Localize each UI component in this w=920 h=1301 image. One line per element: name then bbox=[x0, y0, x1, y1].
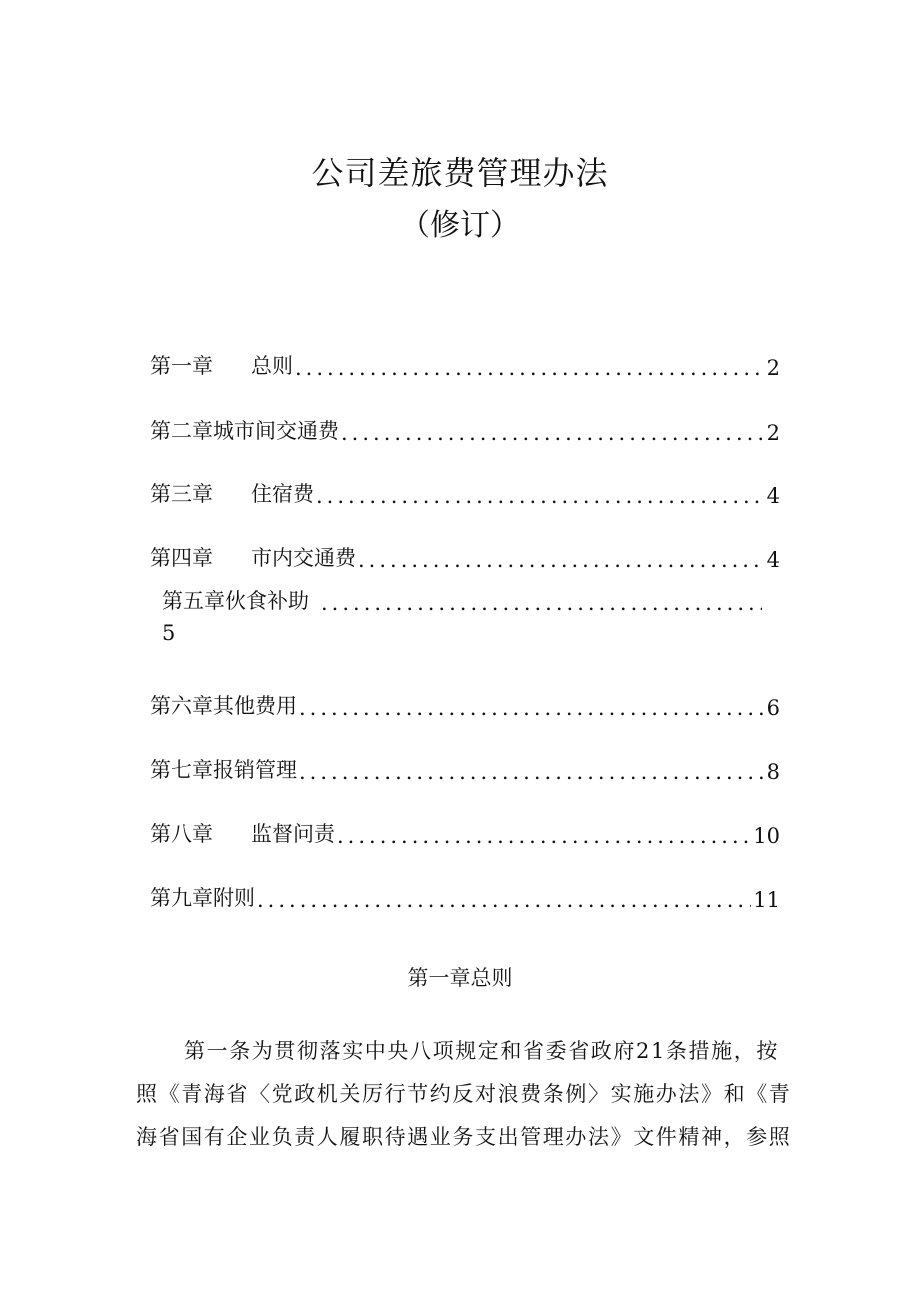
document-title: 公司差旅费管理办法 bbox=[311, 154, 609, 192]
chapter-heading: 第一章总则 bbox=[407, 966, 513, 990]
toc-entry-chapter-8[interactable] bbox=[150, 818, 780, 848]
toc-entry-chapter-2[interactable] bbox=[150, 415, 780, 445]
toc-entry-chapter-4[interactable] bbox=[150, 542, 780, 572]
toc-entry-chapter-9[interactable] bbox=[150, 882, 780, 912]
toc-entry-chapter-1[interactable] bbox=[150, 350, 780, 380]
toc-label-title: 住宿费 bbox=[251, 482, 314, 506]
toc-label: 第六章其他费用 bbox=[150, 694, 297, 718]
toc-entry-chapter-3[interactable] bbox=[150, 478, 780, 508]
toc-leader-dots bbox=[299, 760, 765, 784]
toc-label: 第八章 bbox=[150, 822, 213, 846]
toc-page-number: 4 bbox=[766, 548, 780, 572]
toc-page-number: 8 bbox=[766, 760, 780, 784]
toc-leader-dots bbox=[295, 356, 765, 380]
toc-page-number: 6 bbox=[766, 696, 780, 720]
paragraph-line: 海省国有企业负责人履职待遇业务支出管理办法》文件精神，参照 bbox=[136, 1125, 792, 1149]
toc-label: 第三章 bbox=[150, 482, 213, 506]
toc-label-title: 市内交通费 bbox=[251, 546, 356, 570]
toc-entry-chapter-5[interactable] bbox=[162, 585, 762, 645]
toc-page-number: 10 bbox=[753, 824, 780, 848]
toc-label: 第九章附则 bbox=[150, 886, 255, 910]
toc-label: 第四章 bbox=[150, 546, 213, 570]
paragraph-line: 照《青海省〈党政机关厉行节约反对浪费条例〉实施办法》和《青 bbox=[136, 1082, 792, 1106]
toc-label: 第二章城市间交通费 bbox=[150, 419, 339, 443]
toc-leader-dots bbox=[299, 696, 765, 720]
body-paragraph bbox=[136, 1030, 800, 1159]
document-subtitle: （修订） bbox=[400, 208, 520, 243]
toc-leader-dots bbox=[257, 888, 751, 912]
toc-label-title: 监督问责 bbox=[251, 822, 335, 846]
toc-page-number: 11 bbox=[753, 888, 780, 912]
toc-page-number: 2 bbox=[766, 356, 780, 380]
toc-leader-dots bbox=[337, 824, 751, 848]
toc-leader-dots bbox=[358, 548, 765, 572]
toc-leader-dots bbox=[321, 591, 762, 615]
toc-leader-dots bbox=[316, 484, 765, 508]
toc-label: 第七章报销管理 bbox=[150, 758, 297, 782]
paragraph-line: 第一条为贯彻落实中央八项规定和省委省政府21条措施，按 bbox=[184, 1039, 779, 1063]
toc-page-number: 4 bbox=[766, 484, 780, 508]
toc-leader-dots bbox=[341, 421, 765, 445]
toc-label-title: 总则 bbox=[251, 354, 293, 378]
toc-page-number: 5 bbox=[162, 621, 176, 645]
toc-label: 第一章 bbox=[150, 354, 213, 378]
toc-entry-chapter-6[interactable] bbox=[150, 690, 780, 720]
toc-entry-chapter-7[interactable] bbox=[150, 754, 780, 784]
toc-page-number: 2 bbox=[766, 421, 780, 445]
toc-label: 第五章伙食补助 bbox=[162, 589, 309, 613]
